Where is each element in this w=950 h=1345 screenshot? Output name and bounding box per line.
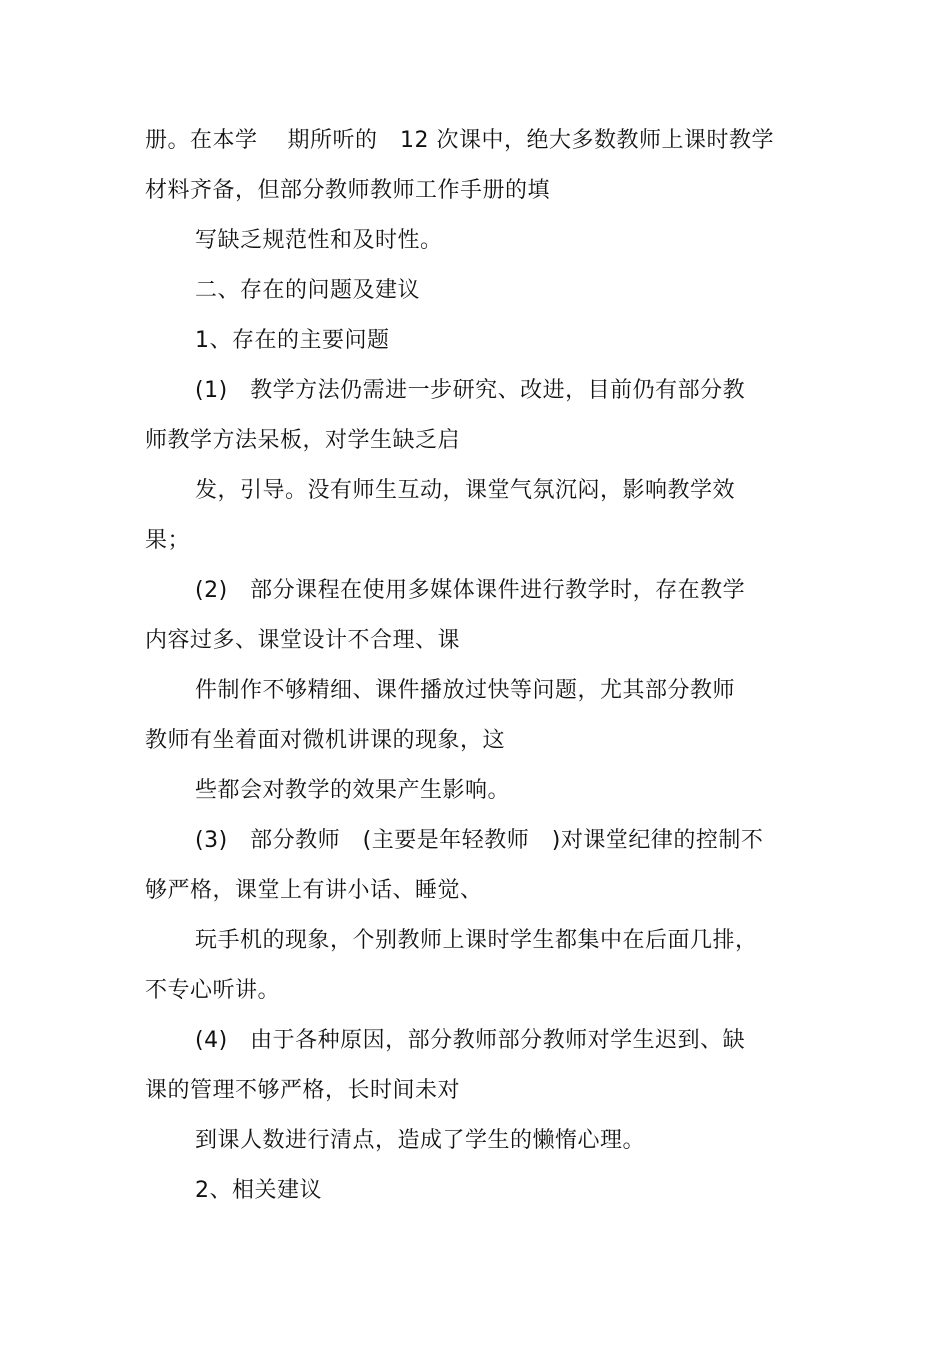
section-heading: 二、存在的问题及建议 [195, 278, 421, 303]
text-line: 果； [145, 528, 191, 553]
text-line: (2) 部分课程在使用多媒体课件进行教学时，存在教学 [195, 578, 746, 603]
text-line: 师教学方法呆板，对学生缺乏启 [145, 428, 461, 453]
text-line: 发，引导。没有师生互动，课堂气氛沉闷，影响教学效 [195, 478, 736, 503]
text-line: 件制作不够精细、课件播放过快等问题，尤其部分教师 [195, 678, 736, 703]
text-line: 材料齐备，但部分教师教师工作手册的填 [145, 178, 551, 203]
text-line: 够严格，课堂上有讲小话、睡觉、 [145, 878, 483, 903]
subsection-heading: 1、存在的主要问题 [195, 328, 390, 353]
text-line: 不专心听讲。 [145, 978, 281, 1003]
text-line: 册。在本学 期所听的 12 次课中，绝大多数教师上课时教学 [145, 128, 774, 153]
text-line: (4) 由于各种原因，部分教师部分教师对学生迟到、缺 [195, 1028, 746, 1053]
text-line: 到课人数进行清点，造成了学生的懒惰心理。 [195, 1128, 646, 1153]
text-line: 内容过多、课堂设计不合理、课 [145, 628, 461, 653]
text-line: (1) 教学方法仍需进一步研究、改进，目前仍有部分教 [195, 378, 746, 403]
text-line: (3) 部分教师 (主要是年轻教师 )对课堂纪律的控制不 [195, 828, 764, 853]
text-line: 写缺乏规范性和及时性。 [195, 228, 443, 253]
text-line: 课的管理不够严格，长时间未对 [145, 1078, 461, 1103]
text-line: 玩手机的现象，个别教师上课时学生都集中在后面几排， [195, 928, 758, 953]
text-line: 教师有坐着面对微机讲课的现象，这 [145, 728, 506, 753]
text-line: 些都会对教学的效果产生影响。 [195, 778, 511, 803]
subsection-heading: 2、相关建议 [195, 1178, 322, 1203]
